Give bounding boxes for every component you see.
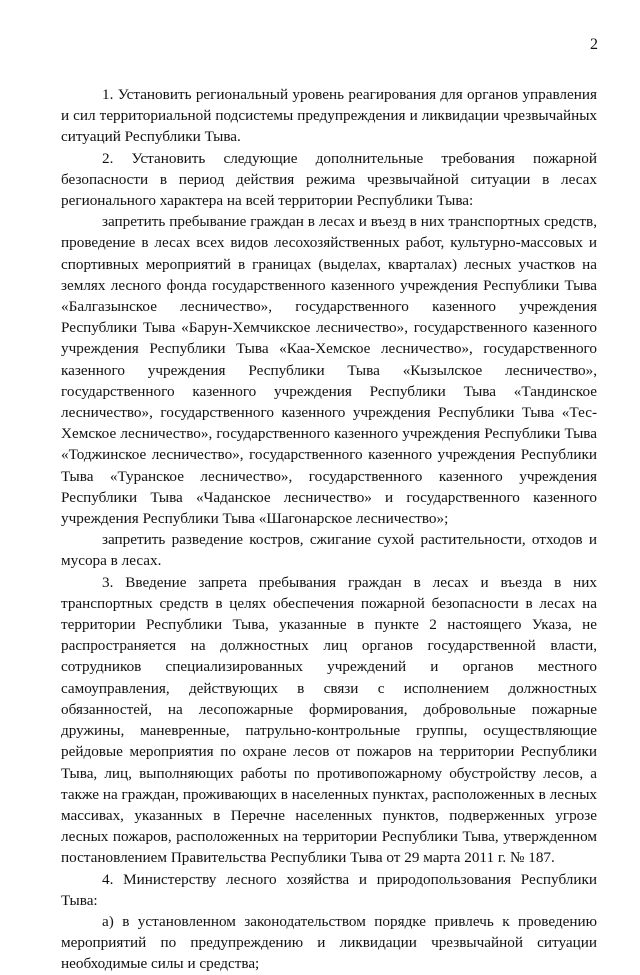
paragraph-3-exemptions: 3. Введение запрета пребывания граждан в лесах и въезда в них транспортных средств в целях обеспечения пожарной безопасности в лесах на территории Республики Тыва, указанные в пункте 2 настоящего Указа, не распространяется на должностных лиц органов государственной власти, сотрудников специализированных учреждений и органов местного самоуправления, действующих в связи с исполнением должностных обязанностей, на лесопожарные формирования, добровольные пожарные дружины, маневренные, патрульно-контрольные группы, осуществляющие рейдовые мероприятия по охране лесов от пожаров на территории Республики Тыва, лиц, выполняющих работы по противопожарному обустройству лесов, а также на граждан, проживающих в населенных пунктах, расположенных в лесных массивах, указанных в Перечне населенных пунктов, подверженных угрозе лесных пожаров, расположенных на территории Республики Тыва, утвержденном постановлением Правительства Республики Тыва от 29 марта 2011 г. № 187. [61,573,597,867]
paragraph-2-forest-ban: запретить пребывание граждан в лесах и въезд в них транспортных средств, проведение в лесах всех видов лесохозяйственных работ, культурно-массовых и спортивных мероприятий в границах (выделах, кварталах) лесных участков на землях лесного фонда государственного казенного учреждения Республики Тыва «Балгазынское лесничество», государственного казенного учреждения Республики Тыва «Барун-Хемчикское лесничество», государственного казенного учреждения Республики Тыва «Каа-Хемское лесничество», государственного казенного учреждения Республики Тыва «Кызылское лесничество», государственного казенного учреждения Республики Тыва «Тандинское лесничество», государственного казенного учреждения Республики Тыва «Тес-Хемское лесничество», государственного казенного учреждения Республики Тыва «Тоджинское лесничество», государственного казенного учреждения Республики Тыва «Туранское лесничество», государственного казенного учреждения Республики Тыва «Чаданское лесничество» и государственного казенного учреждения Республики Тыва «Шагонарское лесничество»; [61,213,597,528]
paragraph-1-regional-level: 1. Установить региональный уровень реагирования для органов управления и сил территориальной подсистемы предупреждения и ликвидации чрезвычайных ситуаций Республики Тыва. [61,86,597,146]
paragraph-4a-resources: а) в установленном законодательством порядке привлечь к проведению мероприятий по предупреждению и ликвидации чрезвычайной ситуации необходимые силы и средства; [61,912,597,973]
paragraph-2-fire-ban: запретить разведение костров, сжигание сухой растительности, отходов и мусора в лесах. [61,531,597,570]
page-number: 2 [590,36,598,53]
paragraph-4-ministry: 4. Министерству лесного хозяйства и природопользования Республики Тыва: [61,870,597,909]
document-body [61,84,597,975]
paragraph-2-fire-requirements: 2. Установить следующие дополнительные требования пожарной безопасности в период действия режима чрезвычайной ситуации в лесах регионального характера на всей территории Республики Тыва: [61,149,597,210]
